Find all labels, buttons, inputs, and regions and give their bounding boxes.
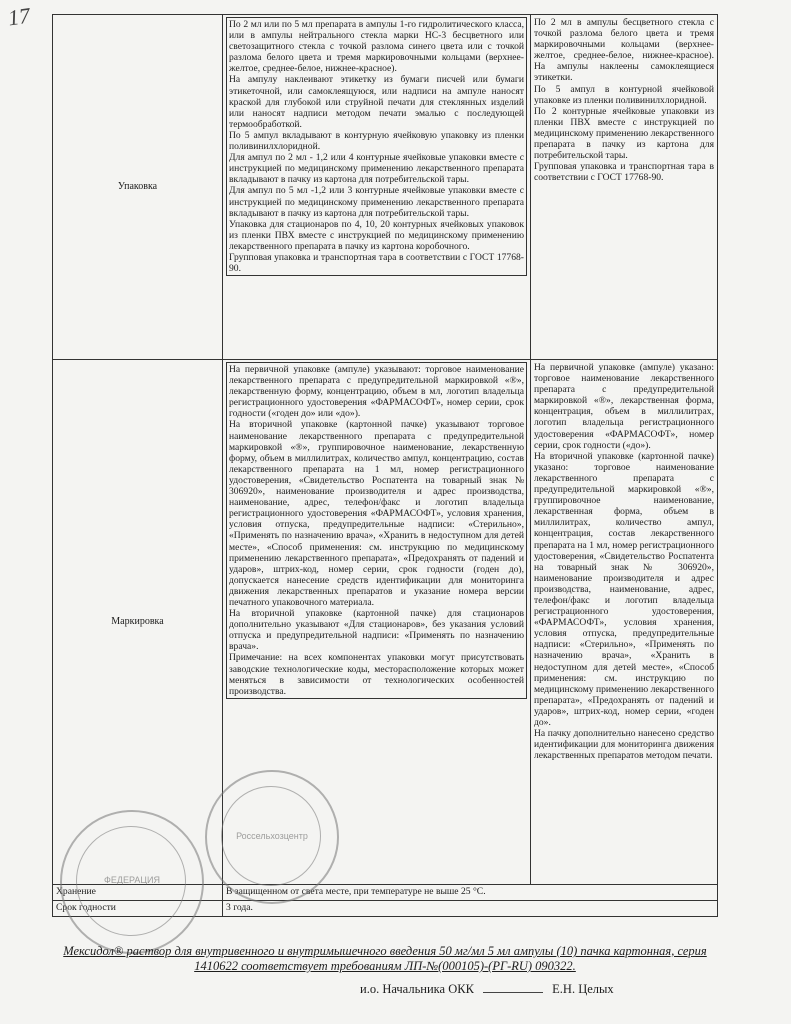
shelf-life-label: Срок годности [53, 901, 223, 917]
round-seal-center-text: Россельхозцентр [236, 830, 308, 841]
marking-para-3: На вторичной упаковке (картонной пачке) для стационаров дополнительно указывают «Для стационаров», без указания условий отпуска и предупредительной надписи: «Применять по назначению врача». [229, 608, 524, 653]
packaging-para-6: Упаковка для стационаров по 4, 10, 20 контурных ячейковых упаковок из пленки ПВХ вместе с инструкцией по медицинскому применению лекарственного препарата в пачку из картона коробочного. [229, 218, 524, 252]
packaging-para-3: По 5 ампул вкладывают в контурную ячейковую упаковку из пленки поливинилхлоридной. [229, 129, 524, 153]
marking-side-3: На пачку дополнительно нанесено средство идентификации для мониторинга движения лекарственных препаратов методом печати. [534, 728, 714, 762]
storage-value: В защищенном от света месте, при температуре не выше 25 °С. [223, 885, 718, 901]
marking-para-4: Примечание: на всех компонентах упаковки могут присутствовать заводские технологические коды, месторасположение которых может меняться в зависимости от технологических особенностей производства. [229, 652, 524, 697]
packaging-label: Упаковка [53, 15, 223, 360]
marking-row [53, 360, 718, 885]
round-seal-left-text: ФЕДЕРАЦИЯ [104, 875, 160, 885]
marking-side-2: На вторичной упаковке (картонной пачке) указано: торговое наименование лекарственного препарата с предупредительной маркировкой «®», группировочное наименование, лекарственная форма, объем в миллилитрах, количество ампул, концентрация, состав лекарственного препарата на 1 мл, номер регистрационного удостоверения, «Свидетельство Роспатента на товарный знак № 306920», наименование производителя и адрес производства, наименование, адрес, телефон/факс и логотип владельца регистрационного удостоверения, «ФАРМАСОФТ», условия хранения, условия отпуска, предупредительные надписи: «Стерильно», «Применять по назначению врача», «Хранить в недоступном для детей месте», «Способ применения: см. инструкцию по медицинскому применению лекарственного препарата», «Предохранять от падений и ударов», штрих-код, номер серии, «годен до». [534, 450, 714, 728]
shelf-life-value: 3 года. [223, 901, 718, 917]
signature-line [360, 982, 614, 997]
packaging-para-2: На ампулу наклеивают этикетку из бумаги писчей или бумаги этикеточной, или самоклеящуюся, или надписи на ампуле наносят краской для глубокой или струйной печати для стеклянных изделий или наносят надписи методом печати эмалью с последующей термообработкой. [229, 74, 524, 130]
marking-side-cell [531, 360, 718, 885]
signer-role: и.о. Начальника ОКК [360, 982, 474, 996]
packaging-para-5: Для ампул по 5 мл -1,2 или 3 контурные ячейковые упаковки вместе с инструкцией по медицинскому применению лекарственного препарата вкладывают в пачку из картона для потребительской тары. [229, 185, 524, 219]
certificate-statement: Мексидол® раствор для внутривенного и внутримышечного введения 50 мг/мл 5 мл ампулы (10) пачка картонная, серия 1410622 соответствует требованиям ЛП-№(000105)-(РГ-RU) 090322. [63, 944, 707, 973]
handwritten-signature [483, 982, 543, 993]
packaging-para-1: По 2 мл или по 5 мл препарата в ампулы 1-го гидролитического класса, или в ампулы нейтрального стекла марки НС-3 бесцветного или светозащитного стекла с точкой разлома синего цвета или с точкой разлома белого цвета и тремя маркировочными кольцами (верхнее-желтое, среднее-белое, нижнее-красное). [229, 19, 524, 75]
packaging-main-box [226, 17, 527, 276]
packaging-side-3: По 2 контурные ячейковые упаковки из пленки ПВХ вместе с инструкцией по медицинскому применению лекарственного препарата в пачку из картона для потребительской тары. [534, 105, 714, 162]
packaging-main-cell [223, 15, 531, 360]
round-seal-left [60, 810, 204, 954]
marking-side-1: На первичной упаковке (ампуле) указано: торговое наименование лекарственного препарата с предупредительной маркировкой «®», лекарственная форма, концентрация, объем в миллилитрах, логотип владельца регистрационного удостоверения «ФАРМАСОФТ», номер серии, срок годности («до»). [534, 362, 714, 451]
round-seal-center [205, 770, 339, 904]
packaging-side-cell [531, 15, 718, 360]
packaging-para-7: Групповая упаковка и транспортная тара в соответствии с ГОСТ 17768-90. [229, 251, 524, 275]
marking-para-2: На вторичной упаковке (картонной пачке) указывают торговое наименование лекарственного препарата с предупредительной маркировкой «®», группировочное наименование, лекарственную форму, объем в миллилитрах, количество ампул, концентрацию, состав лекарственного препарата на 1 мл, номер регистрационного удостоверения, «Свидетельство Роспатента на товарный знак № 306920», наименование производителя и адрес производства, наименование, адрес, телефон/факс и логотип владельца регистрационного удостоверения «ФАРМАСОФТ», условия хранения, условия отпуска, предупредительные надписи: «Стерильно», «Применять по назначению врача», «Хранить в недоступном для детей месте», «Способ применения: см. инструкцию по медицинскому применению лекарственного препарата», «Предохранять от падений и ударов», штрих-код, номер серии, срок годности (годен до), допускается нанесение средств идентификации для мониторинга движения лекарственных препаратов и указание номера версии печатного упаковочного материала. [229, 419, 524, 608]
signer-name: Е.Н. Целых [552, 982, 614, 996]
marking-para-1: На первичной упаковке (ампуле) указывают: торговое наименование лекарственного препарата с предупредительной маркировкой «®», лекарственную форму, концентрацию, объем в мл, логотип владельца регистрационного удостоверения «ФАРМАСОФТ», номер серии, срок годности («годен до» или «до»). [229, 364, 524, 420]
packaging-side-4: Групповая упаковка и транспортная тара в соответствии с ГОСТ 17768-90. [534, 161, 714, 184]
packaging-row [53, 15, 718, 360]
page-number-mark: 17 [6, 2, 32, 31]
storage-label: Хранение [53, 885, 223, 901]
marking-main-box [226, 362, 527, 699]
marking-label: Маркировка [53, 360, 223, 885]
packaging-para-4: Для ампул по 2 мл - 1,2 или 4 контурные ячейковые упаковки вместе с инструкцией по медицинскому применению лекарственного препарата вкладывают в пачку из картона для потребительской тары. [229, 152, 524, 186]
packaging-side-2: По 5 ампул в контурной ячейковой упаковке из пленки поливинилхлоридной. [534, 83, 714, 106]
specification-table [52, 14, 718, 917]
packaging-side-1: По 2 мл в ампулы бесцветного стекла с точкой разлома белого цвета и тремя маркировочными кольцами (верхнее-желтое, среднее-белое, нижнее-красное). На ампулы наклеены самоклеящиеся этикетки. [534, 17, 714, 84]
